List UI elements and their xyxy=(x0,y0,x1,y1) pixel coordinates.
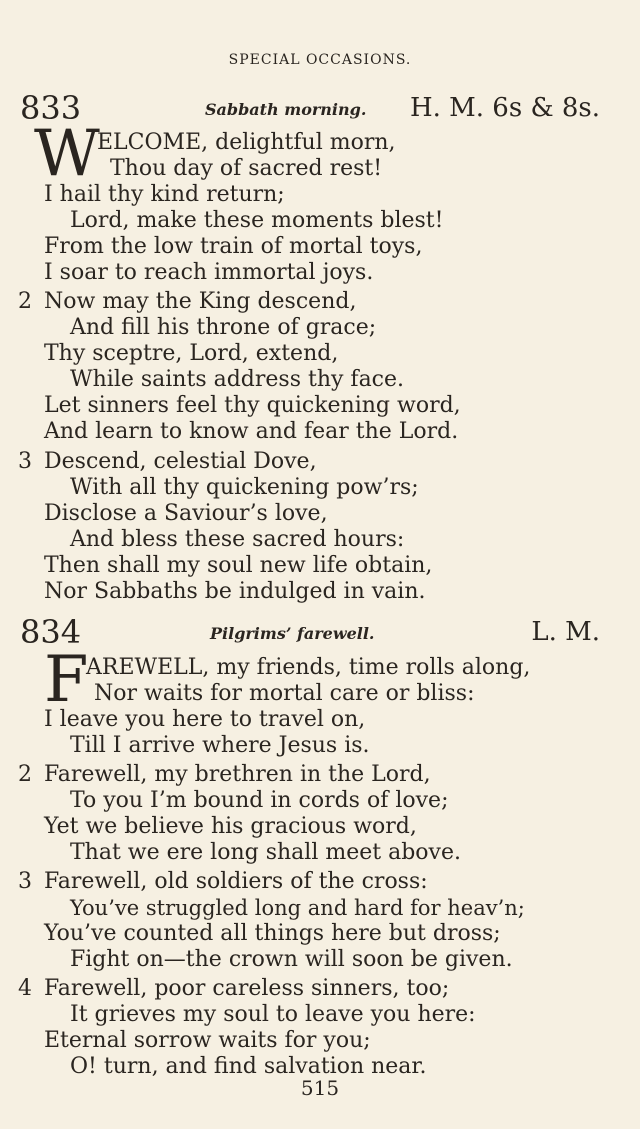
verse-line: Farewell, old soldiers of the cross: xyxy=(44,869,428,894)
verse-line: Farewell, my brethren in the Lord, xyxy=(44,762,431,787)
hymn-834-header xyxy=(20,612,600,652)
stanza-number: 4 xyxy=(18,976,32,1001)
verse-line: Till I arrive where Jesus is. xyxy=(70,733,370,758)
page-number: 515 xyxy=(300,1076,340,1100)
hymn-title: Pilgrims’ farewell. xyxy=(210,624,375,643)
verse-line: And fill his throne of grace; xyxy=(70,315,377,340)
hymn-meter: H. M. 6s & 8s. xyxy=(409,93,600,123)
verse-line: You’ve counted all things here but dross; xyxy=(44,921,501,946)
drop-cap: W xyxy=(34,117,100,191)
verse-line: You’ve struggled long and hard for heav’n; xyxy=(70,896,525,920)
hymn-number: 834 xyxy=(20,613,82,651)
verse-line: Thou day of sacred rest! xyxy=(110,156,383,181)
verse-line: While saints address thy face. xyxy=(70,367,405,392)
verse-line: Lord, make these moments blest! xyxy=(70,208,444,233)
verse-line: Yet we believe his gracious word, xyxy=(44,814,417,839)
verse-line: AREWELL, my friends, time rolls along, xyxy=(86,655,531,680)
verse-line: Nor waits for mortal care or bliss: xyxy=(94,681,475,706)
verse-line: Then shall my soul new life obtain, xyxy=(44,553,433,578)
hymn-number: 833 xyxy=(20,89,82,127)
verse-line: Farewell, poor careless sinners, too; xyxy=(44,976,450,1001)
verse-line: With all thy quickening pow’rs; xyxy=(70,475,419,500)
verse-line: I soar to reach immortal joys. xyxy=(44,260,374,285)
verse-line: From the low train of mortal toys, xyxy=(44,234,423,259)
verse-line: I hail thy kind return; xyxy=(44,182,285,207)
verse-line: It grieves my soul to leave you here: xyxy=(70,1002,476,1027)
verse-line: To you I’m bound in cords of love; xyxy=(70,788,449,813)
verse-line: And bless these sacred hours: xyxy=(70,527,405,552)
verse-line: I leave you here to travel on, xyxy=(44,707,366,732)
verse-line: ELCOME, delightful morn, xyxy=(97,130,396,155)
stanza-number: 3 xyxy=(18,449,32,474)
stanza-number: 3 xyxy=(18,869,32,894)
verse-line: That we ere long shall meet above. xyxy=(70,840,461,865)
verse-line: Fight on—the crown will soon be given. xyxy=(70,947,513,972)
stanza-number: 2 xyxy=(18,289,32,314)
drop-cap: F xyxy=(44,643,89,717)
verse-line: O! turn, and find salvation near. xyxy=(70,1054,427,1079)
verse-line: Nor Sabbaths be indulged in vain. xyxy=(44,579,426,604)
hymn-meter: L. M. xyxy=(531,617,600,647)
stanza-number: 2 xyxy=(18,762,32,787)
verse-line: Descend, celestial Dove, xyxy=(44,449,317,474)
running-head: SPECIAL OCCASIONS. xyxy=(228,52,412,68)
verse-line: Let sinners feel thy quickening word, xyxy=(44,393,461,418)
verse-line: Now may the King descend, xyxy=(44,289,357,314)
verse-line: And learn to know and fear the Lord. xyxy=(44,419,459,444)
hymn-title: Sabbath morning. xyxy=(205,100,367,119)
verse-line: Disclose a Saviour’s love, xyxy=(44,501,328,526)
hymn-833-header xyxy=(20,88,600,128)
verse-line: Eternal sorrow waits for you; xyxy=(44,1028,371,1053)
verse-line: Thy sceptre, Lord, extend, xyxy=(44,341,339,366)
